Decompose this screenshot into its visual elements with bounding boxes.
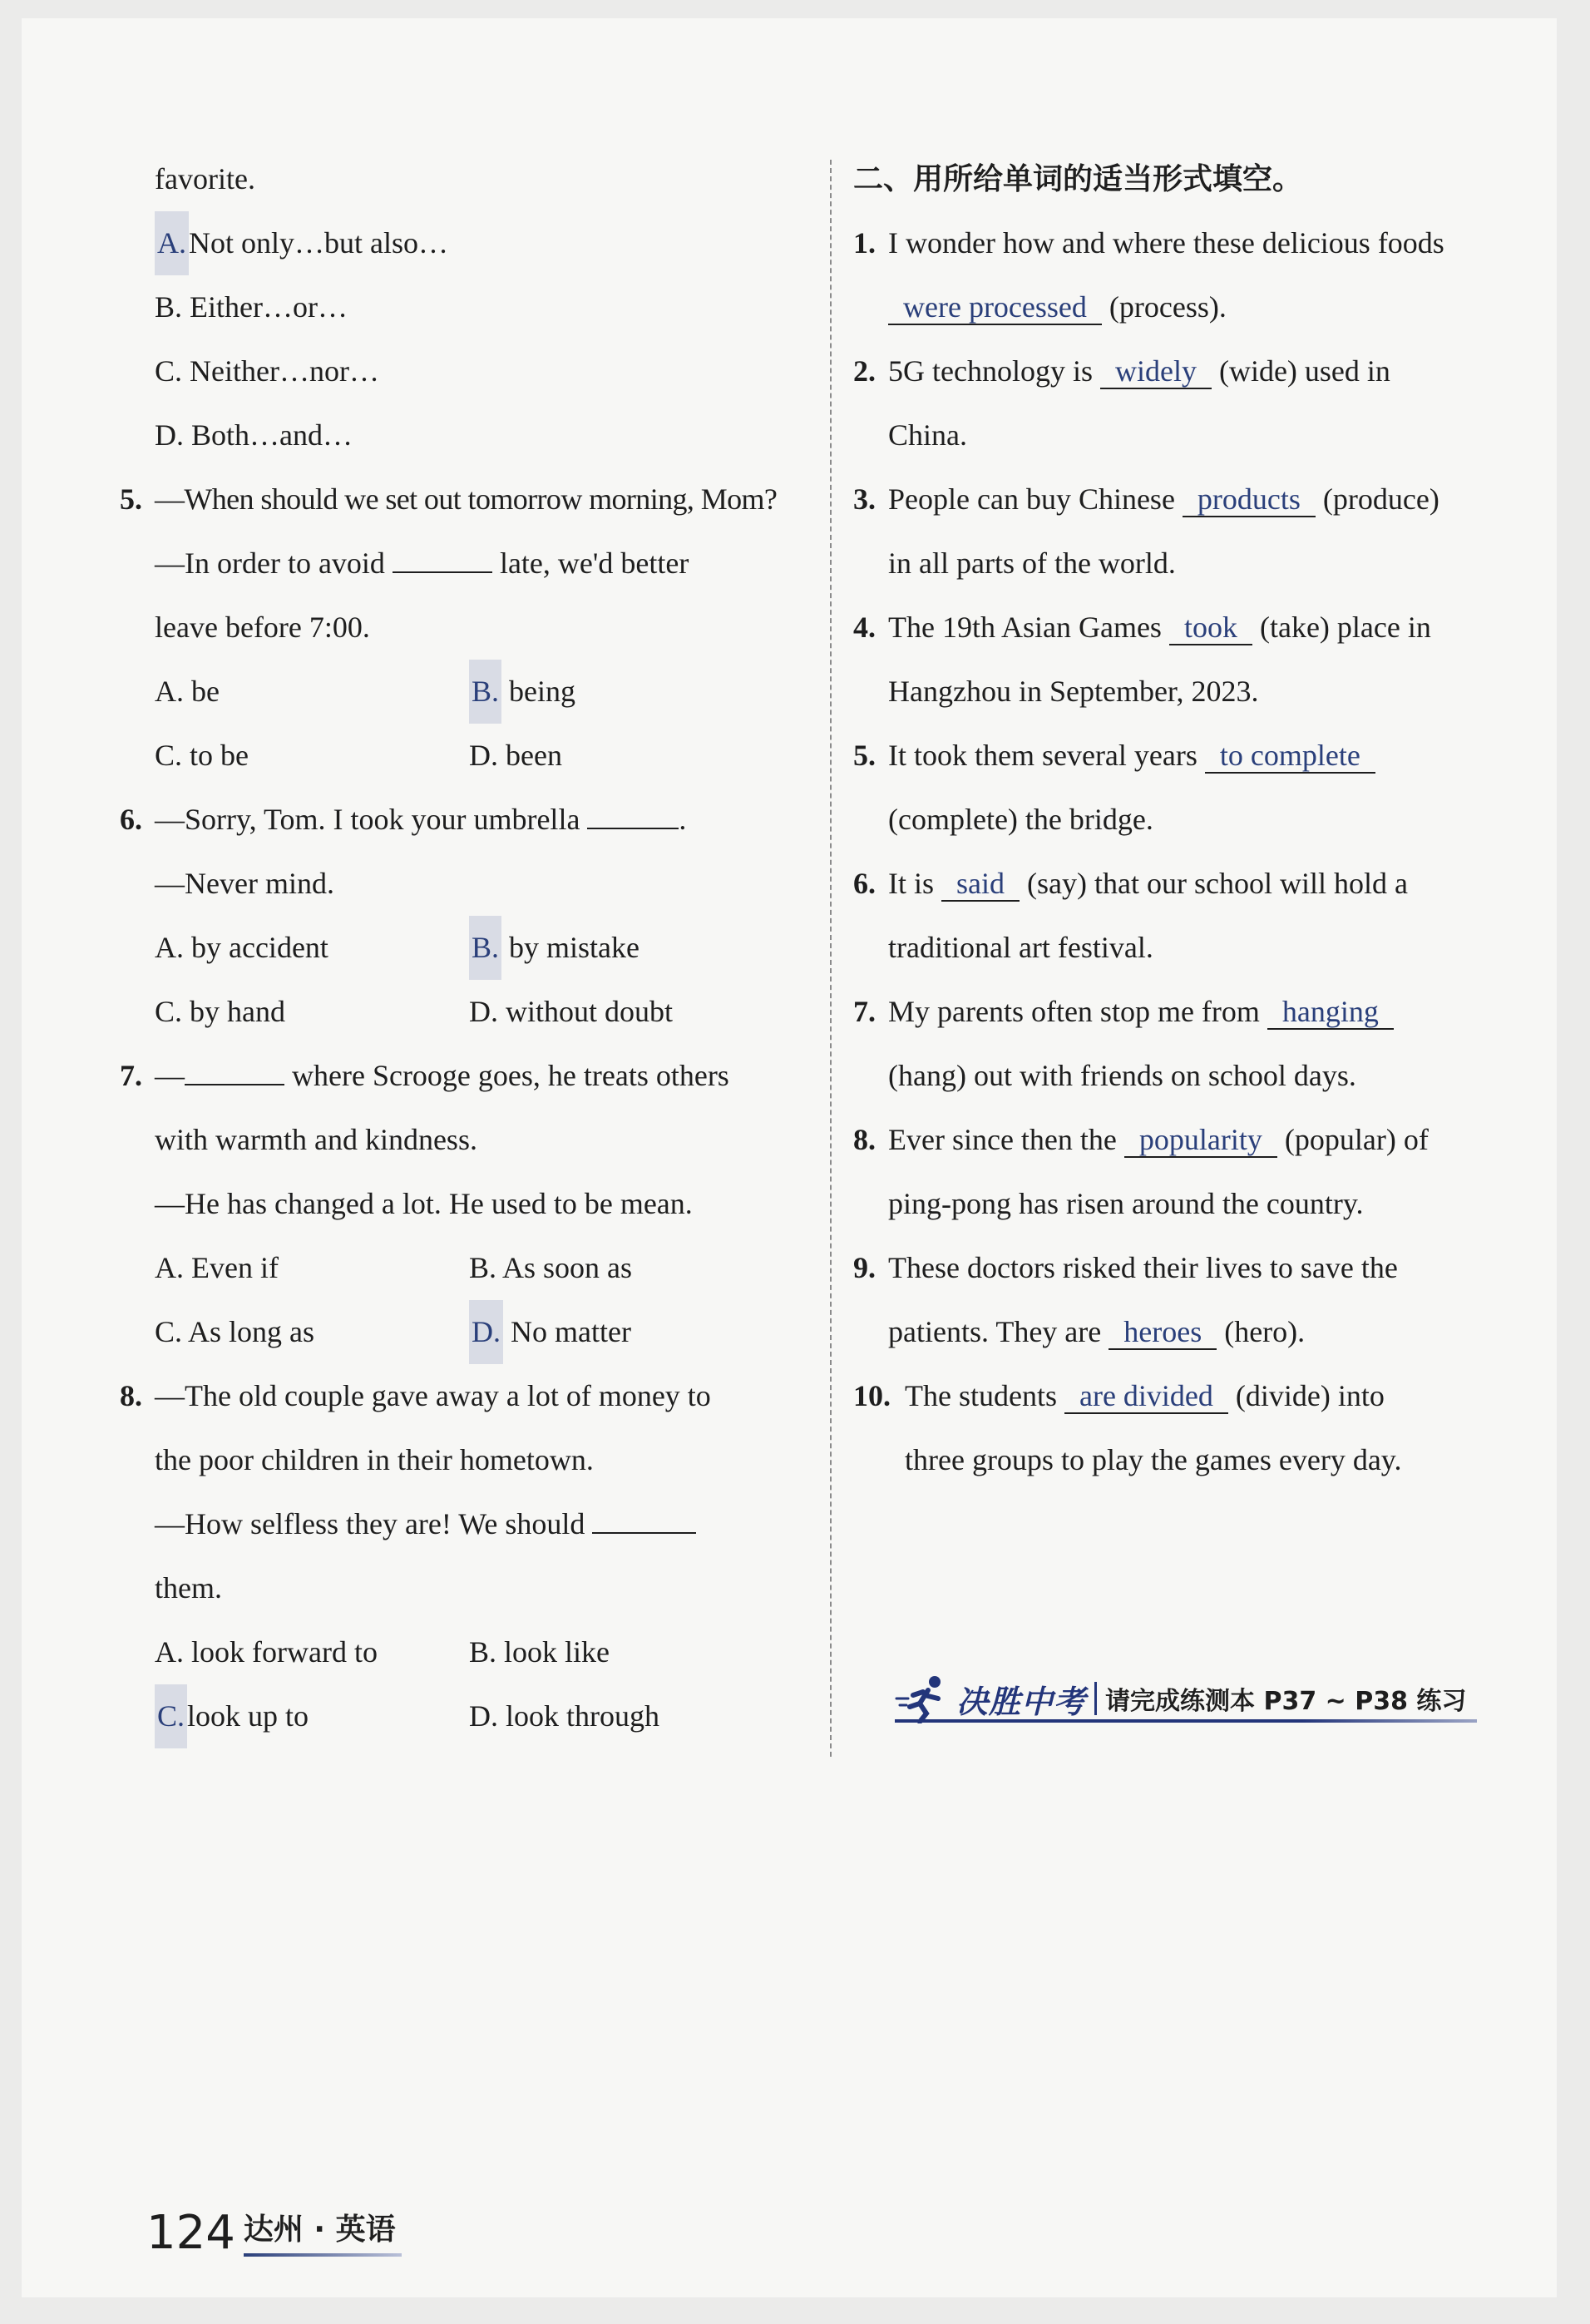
fill-item-10-number: 10.	[853, 1379, 891, 1412]
banner-separator	[1094, 1682, 1097, 1715]
page-number: 124	[146, 2206, 235, 2260]
q5-number: 5.	[120, 482, 142, 516]
fill-item-9-number: 9.	[853, 1251, 876, 1284]
section-title: 二、用所给单词的适当形式填空。	[853, 162, 1303, 196]
q4-option-b-letter: B.	[155, 290, 183, 324]
q6-option-d[interactable]	[469, 980, 783, 1044]
q6-line2-text: —Never mind.	[155, 867, 334, 900]
fill-item-2	[853, 339, 1518, 403]
q5-options-row1	[155, 660, 820, 724]
q5-line1-text: —When should we set out tomorrow morning, Mom?	[155, 482, 778, 516]
fill-item-8-hint: (popular) of	[1284, 1123, 1429, 1156]
fill-item-10-cont: three groups to play the games every day.	[905, 1443, 1402, 1476]
fill-item-7	[853, 980, 1518, 1044]
q8-line2-text: the poor children in their hometown.	[155, 1443, 594, 1476]
fill-item-3-hint: (produce)	[1322, 482, 1439, 516]
q8-line4-text: them.	[155, 1571, 222, 1605]
q6-option-c-letter: C.	[155, 995, 183, 1028]
q7-option-a-text: Even if	[191, 1251, 279, 1284]
fill-item-9-cont: patients. They are	[888, 1315, 1102, 1348]
q4-option-b[interactable]	[155, 275, 820, 339]
q8-option-c[interactable]	[155, 1684, 469, 1748]
fill-item-8-cont: ping-pong has risen around the country.	[888, 1187, 1364, 1220]
banner-logo: 决胜中考	[956, 1683, 1087, 1720]
q6-number: 6.	[120, 803, 142, 836]
q5-option-b[interactable]	[469, 660, 783, 724]
fill-item-9-text: These doctors risked their lives to save the	[888, 1251, 1398, 1284]
q8-line3	[155, 1492, 820, 1556]
q7-option-a[interactable]	[155, 1236, 469, 1300]
q5-option-d-text: been	[506, 739, 562, 772]
fill-item-9-line2	[853, 1300, 1518, 1364]
fill-item-5-answer[interactable]: to complete	[1205, 739, 1375, 774]
fill-item-7-cont: (hang) out with friends on school days.	[888, 1059, 1356, 1092]
q4-option-a[interactable]	[155, 211, 820, 275]
q5-option-c-letter: C.	[155, 739, 183, 772]
fill-item-3-line2	[853, 532, 1518, 596]
q6-option-a[interactable]	[155, 916, 469, 980]
fill-item-1-text: I wonder how and where these delicious foods	[888, 226, 1444, 260]
fill-item-5	[853, 724, 1518, 788]
q6-line1a: —Sorry, Tom. I took your umbrella	[155, 803, 580, 836]
page-footer	[146, 2206, 396, 2260]
fill-item-5-number: 5.	[853, 739, 876, 772]
fill-item-2-answer[interactable]: widely	[1100, 354, 1212, 389]
q7-options-row2	[155, 1300, 820, 1364]
q7-number: 7.	[120, 1059, 142, 1092]
q8-line4	[155, 1556, 820, 1620]
fill-item-6	[853, 852, 1518, 916]
fill-item-10-hint: (divide) into	[1235, 1379, 1385, 1412]
fill-item-7-answer[interactable]: hanging	[1267, 995, 1394, 1030]
workbook-page	[22, 18, 1557, 2297]
fill-item-10-text: The students	[905, 1379, 1057, 1412]
q8-option-d-letter: D.	[469, 1699, 498, 1733]
q8-option-b-letter: B.	[469, 1635, 497, 1669]
fill-item-1-line2	[853, 275, 1518, 339]
q7-option-c[interactable]	[155, 1300, 469, 1364]
q8-blank[interactable]	[592, 1504, 696, 1534]
fill-item-2-hint: (wide) used in	[1218, 354, 1390, 388]
banner-underline	[895, 1719, 1477, 1723]
q6-options-row1	[155, 916, 820, 980]
q8-option-b-text: look like	[504, 1635, 610, 1669]
fill-item-4	[853, 596, 1518, 660]
fill-item-4-hint: (take) place in	[1259, 611, 1431, 644]
q8-option-c-text: look up to	[187, 1699, 309, 1733]
q8-options-row1	[155, 1620, 820, 1684]
q4-option-c-letter: C.	[155, 354, 183, 388]
q8-line2	[155, 1428, 820, 1492]
fill-item-4-answer[interactable]: took	[1169, 611, 1252, 645]
q7-line1a: —	[155, 1059, 185, 1092]
q8-line1	[120, 1364, 820, 1428]
q5-option-d[interactable]	[469, 724, 783, 788]
q5-option-c-text: to be	[190, 739, 249, 772]
q5-option-b-text: being	[509, 675, 575, 708]
q8-option-a-letter: A.	[155, 1635, 184, 1669]
q8-option-a-text: look forward to	[191, 1635, 378, 1669]
q7-line3-text: —He has changed a lot. He used to be mean.	[155, 1187, 693, 1220]
q6-option-c[interactable]	[155, 980, 469, 1044]
fill-item-4-text: The 19th Asian Games	[888, 611, 1162, 644]
fill-item-6-text: It is	[888, 867, 935, 900]
fill-item-3-text: People can buy Chinese	[888, 482, 1175, 516]
q6-option-d-text: without doubt	[506, 995, 674, 1028]
q6-option-a-letter: A.	[155, 931, 184, 964]
q4-option-b-text: Either…or…	[190, 290, 348, 324]
q6-line2	[155, 852, 820, 916]
fill-item-1	[853, 211, 1518, 275]
q8-option-c-letter: C.	[155, 1684, 187, 1748]
q4-option-c[interactable]	[155, 339, 820, 403]
fill-item-8-answer[interactable]: popularity	[1124, 1123, 1277, 1158]
fill-item-6-line2	[853, 916, 1518, 980]
fill-item-2-line2	[853, 403, 1518, 467]
banner-text: 请完成练测本 P37 ~ P38 练习	[1105, 1687, 1467, 1716]
q5-option-a-letter: A.	[155, 675, 184, 708]
fill-item-7-number: 7.	[853, 995, 876, 1028]
q6-blank[interactable]	[587, 799, 679, 829]
q4-option-d[interactable]	[155, 403, 820, 467]
q4-option-a-letter: A.	[155, 211, 189, 275]
q5-line1	[120, 467, 820, 532]
q4-option-c-text: Neither…nor…	[190, 354, 379, 388]
fill-item-3	[853, 467, 1518, 532]
fill-item-5-line2	[853, 788, 1518, 852]
fill-item-3-number: 3.	[853, 482, 876, 516]
q8-options-row2	[155, 1684, 820, 1748]
q6-line1	[120, 788, 820, 852]
fill-item-1-answer[interactable]: were processed	[888, 290, 1102, 325]
q5-option-a[interactable]	[155, 660, 469, 724]
q7-option-b[interactable]	[469, 1236, 783, 1300]
fill-item-1-number: 1.	[853, 226, 876, 260]
fill-item-6-number: 6.	[853, 867, 876, 900]
q8-line3-text: —How selfless they are! We should	[155, 1507, 585, 1540]
fill-item-8	[853, 1108, 1518, 1172]
fill-item-6-cont: traditional art festival.	[888, 931, 1153, 964]
fill-item-2-number: 2.	[853, 354, 876, 388]
q8-option-d-text: look through	[506, 1699, 659, 1733]
q4-option-d-letter: D.	[155, 418, 184, 452]
fill-item-1-hint: (process).	[1109, 290, 1227, 324]
fill-item-10-line2	[853, 1428, 1518, 1492]
q7-option-b-text: As soon as	[502, 1251, 633, 1284]
q7-option-d[interactable]	[469, 1300, 783, 1364]
q6-options-row2	[155, 980, 820, 1044]
q8-option-a[interactable]	[155, 1620, 469, 1684]
fill-item-10-answer[interactable]: are divided	[1064, 1379, 1228, 1414]
q5-option-d-letter: D.	[469, 739, 498, 772]
fill-item-9	[853, 1236, 1518, 1300]
fill-item-9-answer[interactable]: heroes	[1109, 1315, 1217, 1350]
left-column	[120, 147, 820, 1748]
q7-option-a-letter: A.	[155, 1251, 184, 1284]
q4-cont-text: favorite.	[155, 162, 255, 195]
q6-option-a-text: by accident	[191, 931, 328, 964]
q7-line2-text: with warmth and kindness.	[155, 1123, 477, 1156]
q5-line2b: late, we'd better	[499, 546, 689, 580]
q7-options-row1	[155, 1236, 820, 1300]
fill-item-7-text: My parents often stop me from	[888, 995, 1260, 1028]
q7-line2	[155, 1108, 820, 1172]
fill-item-8-line2	[853, 1172, 1518, 1236]
q5-blank[interactable]	[393, 543, 492, 573]
q5-line3-text: leave before 7:00.	[155, 611, 370, 644]
q8-number: 8.	[120, 1379, 142, 1412]
q5-option-b-letter: B.	[469, 660, 501, 724]
q4-option-d-text: Both…and…	[191, 418, 353, 452]
fill-item-3-cont: in all parts of the world.	[888, 546, 1176, 580]
fill-item-2-text: 5G technology is	[888, 354, 1093, 388]
fill-item-2-cont: China.	[888, 418, 967, 452]
q6-option-d-letter: D.	[469, 995, 498, 1028]
q7-line1	[120, 1044, 820, 1108]
fill-item-7-line2	[853, 1044, 1518, 1108]
q6-option-c-text: by hand	[190, 995, 285, 1028]
q8-option-d[interactable]	[469, 1684, 783, 1748]
fill-item-9-hint: (hero).	[1224, 1315, 1306, 1348]
practice-banner	[895, 1669, 1477, 1728]
runner-icon	[895, 1674, 953, 1723]
fill-item-6-answer[interactable]: said	[941, 867, 1020, 902]
fill-item-4-number: 4.	[853, 611, 876, 644]
q6-line1b: .	[679, 803, 687, 836]
fill-item-5-cont: (complete) the bridge.	[888, 803, 1153, 836]
q8-option-b[interactable]	[469, 1620, 783, 1684]
footer-title: 达州 · 英语	[244, 2206, 396, 2257]
column-divider	[830, 160, 832, 1757]
fill-item-4-line2	[853, 660, 1518, 724]
q5-option-c[interactable]	[155, 724, 469, 788]
right-column	[853, 147, 1518, 1492]
q5-line2a: —In order to avoid	[155, 546, 385, 580]
q6-option-b-text: by mistake	[509, 931, 639, 964]
q6-option-b-letter: B.	[469, 916, 501, 980]
q5-option-a-text: be	[191, 675, 220, 708]
fill-item-3-answer[interactable]: products	[1183, 482, 1316, 517]
q7-option-d-text: No matter	[511, 1315, 631, 1348]
q6-option-b[interactable]	[469, 916, 783, 980]
q5-line3	[155, 596, 820, 660]
fill-item-8-text: Ever since then the	[888, 1123, 1117, 1156]
q7-line1b: where Scrooge goes, he treats others	[292, 1059, 729, 1092]
q4-option-a-text: Not only…but also…	[189, 226, 448, 260]
fill-item-4-cont: Hangzhou in September, 2023.	[888, 675, 1259, 708]
fill-item-10	[853, 1364, 1518, 1428]
fill-item-6-hint: (say) that our school will hold a	[1027, 867, 1408, 900]
q7-option-c-text: As long as	[188, 1315, 315, 1348]
q7-option-d-letter: D.	[469, 1300, 503, 1364]
q7-blank[interactable]	[185, 1056, 284, 1085]
q4-cont	[155, 147, 820, 211]
fill-item-5-text: It took them several years	[888, 739, 1197, 772]
q7-line3	[155, 1172, 820, 1236]
q5-options-row2	[155, 724, 820, 788]
q7-option-c-letter: C.	[155, 1315, 183, 1348]
q5-line2	[155, 532, 820, 596]
q7-option-b-letter: B.	[469, 1251, 497, 1284]
q8-line1-text: —The old couple gave away a lot of money to	[155, 1379, 711, 1412]
fill-item-8-number: 8.	[853, 1123, 876, 1156]
